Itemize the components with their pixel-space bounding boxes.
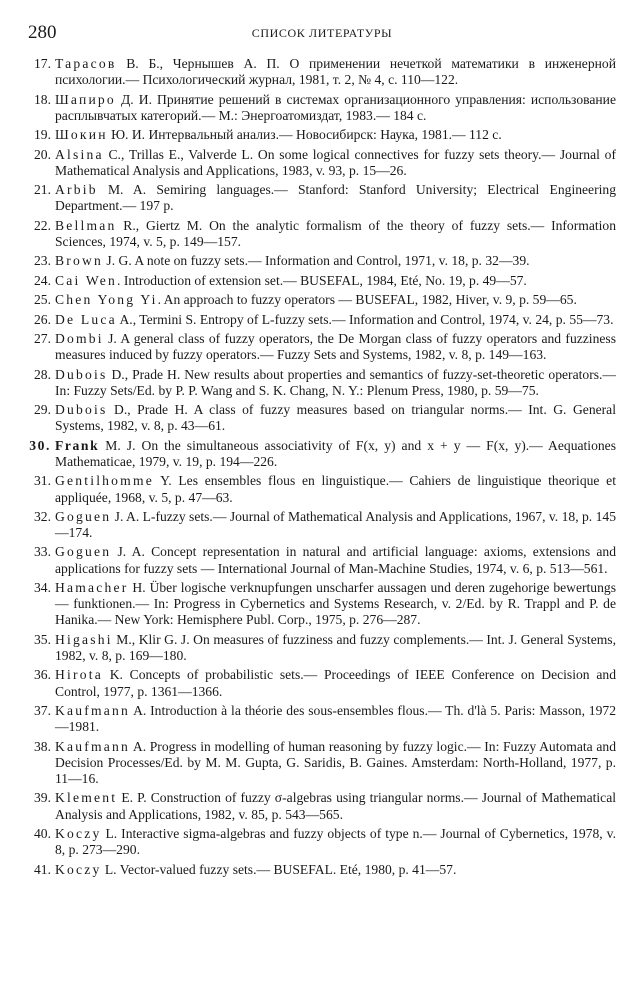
reference-text: C., Trillas E., Valverde L. On some logical connectives for fuzzy sets theory.— Journal of Mathematical Analysis and Applications, 1983, v. 93, p. 15—26. bbox=[55, 146, 616, 178]
reference-author: Шокин bbox=[55, 127, 108, 143]
reference-number: 24. bbox=[34, 272, 51, 288]
reference-number: 21. bbox=[34, 182, 51, 198]
reference-author: Arbib bbox=[55, 182, 98, 198]
page-number: 280 bbox=[28, 22, 57, 43]
reference-number: 38. bbox=[34, 738, 51, 754]
reference-item bbox=[28, 438, 616, 470]
reference-list bbox=[28, 56, 616, 878]
reference-author: Chen Yong Yi bbox=[55, 292, 158, 308]
reference-item bbox=[28, 667, 616, 699]
reference-item bbox=[28, 367, 616, 399]
reference-text: D., Prade H. A class of fuzzy measures based on triangular norms.— Int. G. General Systems, 1982, v. 8, p. 43—61. bbox=[55, 402, 616, 434]
reference-author: Тарасов bbox=[55, 56, 117, 71]
reference-author: Cai Wen bbox=[55, 272, 118, 288]
reference-text: A., Termini S. Entropy of L-fuzzy sets.— Information and Control, 1974, v. 24, p. 55—73. bbox=[116, 311, 614, 327]
reference-number: 27. bbox=[34, 330, 51, 346]
reference-text: В. Б., Чернышев А. П. О применении нечеткой математики в инженерной психологии.— Психологический журнал, 1981, т. 2, № 4, с. 110—122. bbox=[55, 56, 616, 88]
reference-item bbox=[28, 402, 616, 434]
reference-author: Hirota bbox=[55, 667, 103, 683]
reference-text: J. A. Concept representation in natural and artificial language: axioms, extensions and applications for fuzzy sets — International Journal of Man-Machine Studies, 1974, v. 6, p. 513—561. bbox=[55, 544, 616, 576]
reference-item bbox=[28, 147, 616, 179]
reference-author: Bellman bbox=[55, 217, 117, 233]
reference-text: E. P. Construction of fuzzy σ-algebras using triangular norms.— Journal of Mathematical Analysis and Applications, 1982, v. 85, p. 543—565. bbox=[55, 790, 616, 822]
reference-text: Y. Les ensembles flous en linguistique.— Cahiers de linguistique theorique et appliquée, 1968, v. 5, p. 47—63. bbox=[55, 473, 616, 505]
reference-number: 18. bbox=[34, 91, 51, 107]
reference-number: 33. bbox=[34, 544, 51, 560]
reference-text: K. Concepts of probabilistic sets.— Proceedings of IEEE Conference on Decision and Control, 1977, p. 1361—1366. bbox=[55, 667, 616, 699]
reference-item bbox=[28, 862, 616, 878]
reference-item bbox=[28, 182, 616, 214]
reference-number: 22. bbox=[34, 217, 51, 233]
reference-author: Koczy bbox=[55, 826, 102, 842]
reference-item bbox=[28, 273, 616, 289]
reference-number: 41. bbox=[34, 861, 51, 877]
reference-author: Dubois bbox=[55, 366, 108, 382]
reference-author: Goguen bbox=[55, 544, 112, 560]
reference-text: H. Über logische verknupfungen unscharfer aussagen und deren zugehorige bewertungs — funktionen.— In: Progress in Cybernetics and Systems Research, v. 2/Ed. by R. Trappl and P. de Hanika.— New York: Hemisphere Publ. Corp., 1975, p. 276—287. bbox=[55, 580, 616, 628]
reference-item bbox=[28, 56, 616, 88]
reference-text: J. A general class of fuzzy operators, the De Morgan class of fuzzy operators and fuzziness measures induced by fuzzy operators.— Fuzzy Sets and Systems, 1982, v. 8, p. 149—163. bbox=[55, 330, 616, 363]
reference-author: Шапиро bbox=[55, 91, 116, 107]
reference-text: M., Klir G. J. On measures of fuzziness and fuzzy complements.— Int. J. General Systems, 1982, v. 8, p. 169—180. bbox=[55, 631, 616, 664]
reference-author: De Luca bbox=[55, 311, 117, 327]
reference-number: 25. bbox=[34, 292, 51, 308]
reference-item bbox=[28, 312, 616, 328]
reference-author: Alsina bbox=[55, 146, 104, 162]
reference-author: Brown bbox=[55, 253, 104, 269]
reference-item bbox=[28, 292, 616, 308]
reference-number: 20. bbox=[34, 146, 51, 162]
reference-number: 39. bbox=[34, 790, 51, 806]
reference-item bbox=[28, 473, 616, 505]
reference-author: Higashi bbox=[55, 631, 113, 647]
reference-author: Hamacher bbox=[55, 580, 129, 596]
reference-text: A. Introduction à la théorie des sous-ensembles flous.— Th. d'là 5. Paris: Masson, 1972—1981. bbox=[55, 703, 616, 735]
reference-item bbox=[28, 826, 616, 858]
reference-item bbox=[28, 127, 616, 143]
reference-author: Dombi bbox=[55, 330, 104, 346]
reference-item bbox=[28, 92, 616, 124]
running-title: СПИСОК ЛИТЕРАТУРЫ bbox=[251, 26, 393, 40]
book-page bbox=[28, 22, 616, 881]
reference-author: Kaufmann bbox=[55, 738, 130, 754]
reference-item bbox=[28, 739, 616, 788]
reference-item bbox=[28, 632, 616, 664]
reference-item bbox=[28, 331, 616, 363]
reference-text: J. A. L-fuzzy sets.— Journal of Mathematical Analysis and Applications, 1967, v. 18, p. 145—174. bbox=[55, 508, 616, 541]
reference-item bbox=[28, 580, 616, 629]
reference-author: Gentilhomme bbox=[55, 473, 154, 489]
page-header bbox=[28, 22, 616, 56]
reference-text: M. A. Semiring languages.— Stanford: Stanford University; Electrical Engineering Department.— 197 p. bbox=[55, 182, 616, 214]
reference-text: Ю. И. Интервальный анализ.— Новосибирск: Наука, 1981.— 112 с. bbox=[107, 127, 502, 143]
reference-text: L. Interactive sigma-algebras and fuzzy objects of type n.— Journal of Cybernetics, 1978, v. 8, p. 273—290. bbox=[55, 826, 616, 858]
reference-text: M. J. On the simultaneous associativity of F(x, y) and x + y — F(x, y).— Aequationes Mathematicae, 1979, v. 19, p. 194—226. bbox=[55, 437, 616, 469]
reference-number: 28. bbox=[34, 366, 51, 382]
reference-author: Kaufmann bbox=[55, 703, 130, 719]
reference-number: 23. bbox=[34, 253, 51, 269]
reference-item bbox=[28, 253, 616, 269]
reference-number: 32. bbox=[34, 508, 51, 524]
reference-number: 26. bbox=[34, 311, 51, 327]
reference-item bbox=[28, 790, 616, 822]
reference-number: 17. bbox=[34, 56, 51, 71]
reference-number: 36. bbox=[34, 667, 51, 683]
reference-number: 34. bbox=[34, 580, 51, 596]
reference-text: J. G. A note on fuzzy sets.— Information and Control, 1971, v. 18, p. 32—39. bbox=[103, 253, 530, 269]
reference-item bbox=[28, 544, 616, 576]
reference-author: Goguen bbox=[55, 508, 112, 524]
reference-author: Koczy bbox=[55, 861, 102, 877]
reference-text: L. Vector-valued fuzzy sets.— BUSEFAL. Eté, 1980, p. 41—57. bbox=[101, 861, 457, 877]
reference-number: 37. bbox=[34, 703, 51, 719]
reference-item bbox=[28, 703, 616, 735]
reference-number: 31. bbox=[34, 473, 51, 489]
reference-author: Dubois bbox=[55, 402, 108, 418]
reference-item bbox=[28, 509, 616, 541]
reference-text: . Introduction of extension set.— BUSEFAL, 1984, Eté, No. 19, p. 49—57. bbox=[117, 272, 527, 288]
reference-author: Klement bbox=[55, 790, 118, 806]
reference-text: R., Giertz M. On the analytic formalism of the theory of fuzzy sets.— Information Sciences, 1974, v. 5, p. 149—157. bbox=[55, 217, 616, 249]
reference-number: 30. bbox=[29, 437, 51, 453]
reference-author: Frank bbox=[55, 437, 100, 453]
reference-number: 29. bbox=[34, 402, 51, 418]
reference-number: 19. bbox=[34, 127, 51, 143]
reference-text: A. Progress in modelling of human reasoning by fuzzy logic.— In: Fuzzy Automata and Decision Processes/Ed. by M. M. Gupta, G. Saridis, B. Gaines. Amsterdam: North-Holland, 1977, p. 11—16. bbox=[55, 738, 616, 787]
reference-text: . An approach to fuzzy operators — BUSEFAL, 1982, Hiver, v. 9, p. 59—65. bbox=[157, 292, 577, 308]
reference-text: Д. И. Принятие решений в системах организационного управления: использование расплывчатых категорий.— М.: Энергоатомиздат, 1983.— 184 с. bbox=[55, 91, 616, 123]
reference-text: D., Prade H. New results about properties and semantics of fuzzy-set-theoretic operators.— In: Fuzzy Sets/Ed. by P. P. Wang and S. K. Chang, N. Y.: Plenum Press, 1980, p. 59—75. bbox=[55, 366, 616, 398]
reference-number: 40. bbox=[34, 826, 51, 842]
reference-item bbox=[28, 218, 616, 250]
reference-number: 35. bbox=[34, 631, 51, 647]
